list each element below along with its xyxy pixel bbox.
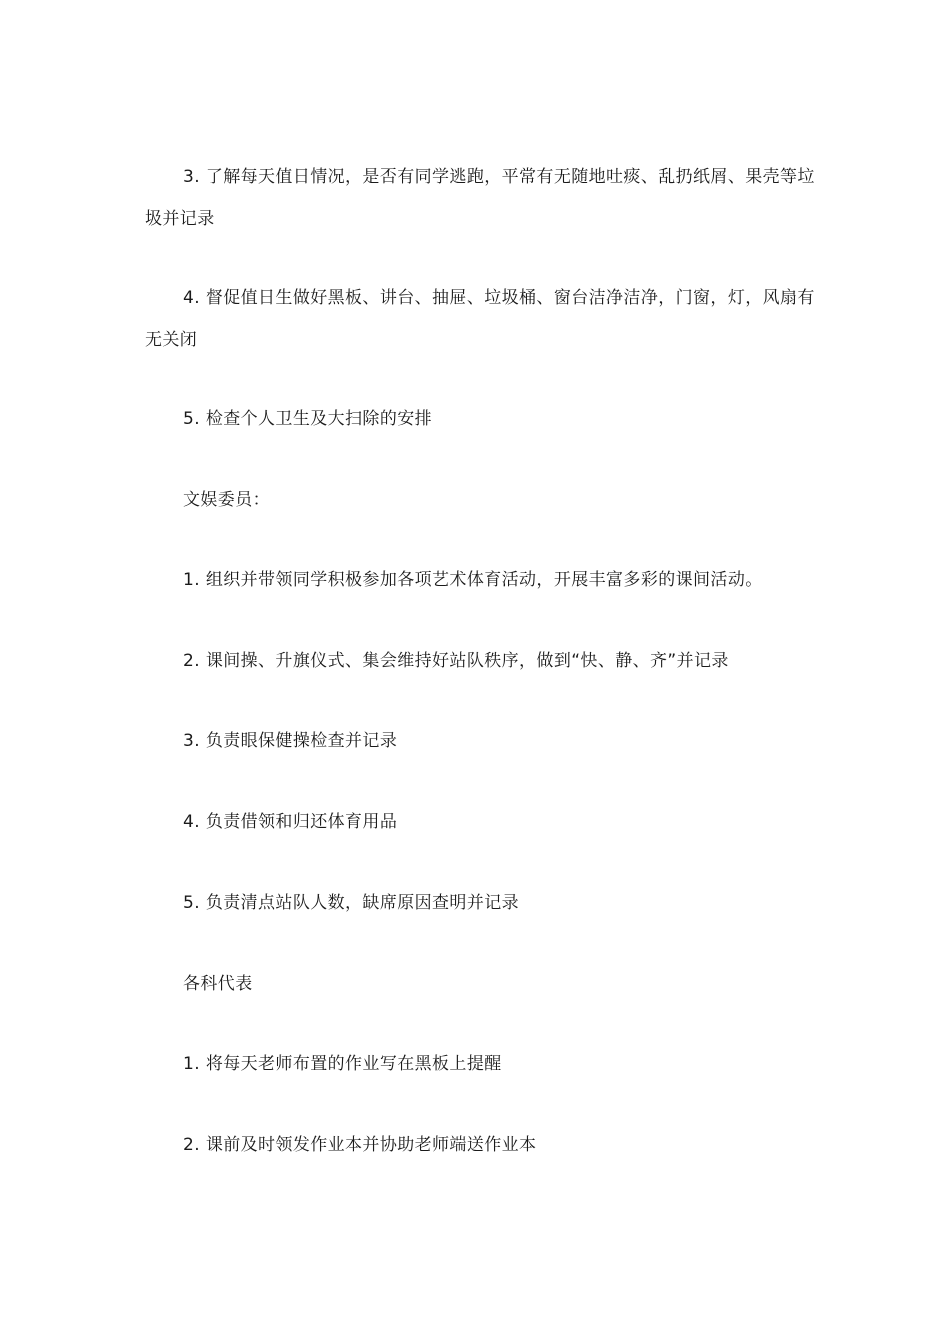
paragraph-hygiene-item-5: 5. 检查个人卫生及大扫除的安排	[183, 409, 433, 429]
paragraph-subject-item-1: 1. 将每天老师布置的作业写在黑板上提醒	[183, 1054, 502, 1074]
paragraph-entertainment-item-3: 3. 负责眼保健操检查并记录	[183, 731, 398, 751]
section-heading-entertainment: 文娱委员：	[183, 490, 270, 510]
paragraph-hygiene-item-3: 3. 了解每天值日情况，是否有同学逃跑，平常有无随地吐痰、乱扔纸屑、果壳等垃圾并记录	[145, 167, 815, 229]
section-heading-subject-reps: 各科代表	[183, 974, 253, 994]
paragraph-subject-item-2: 2. 课前及时领发作业本并协助老师端送作业本	[183, 1135, 537, 1155]
paragraph-hygiene-item-4: 4. 督促值日生做好黑板、讲台、抽屉、垃圾桶、窗台洁净洁净，门窗，灯，风扇有无关闭	[145, 288, 815, 350]
paragraph-entertainment-item-4: 4. 负责借领和归还体育用品	[183, 812, 398, 832]
paragraph-entertainment-item-2: 2. 课间操、升旗仪式、集会维持好站队秩序，做到“快、静、齐”并记录	[183, 651, 729, 671]
paragraph-entertainment-item-1: 1. 组织并带领同学积极参加各项艺术体育活动，开展丰富多彩的课间活动。	[183, 570, 763, 590]
paragraph-entertainment-item-5: 5. 负责清点站队人数，缺席原因查明并记录	[183, 893, 520, 913]
